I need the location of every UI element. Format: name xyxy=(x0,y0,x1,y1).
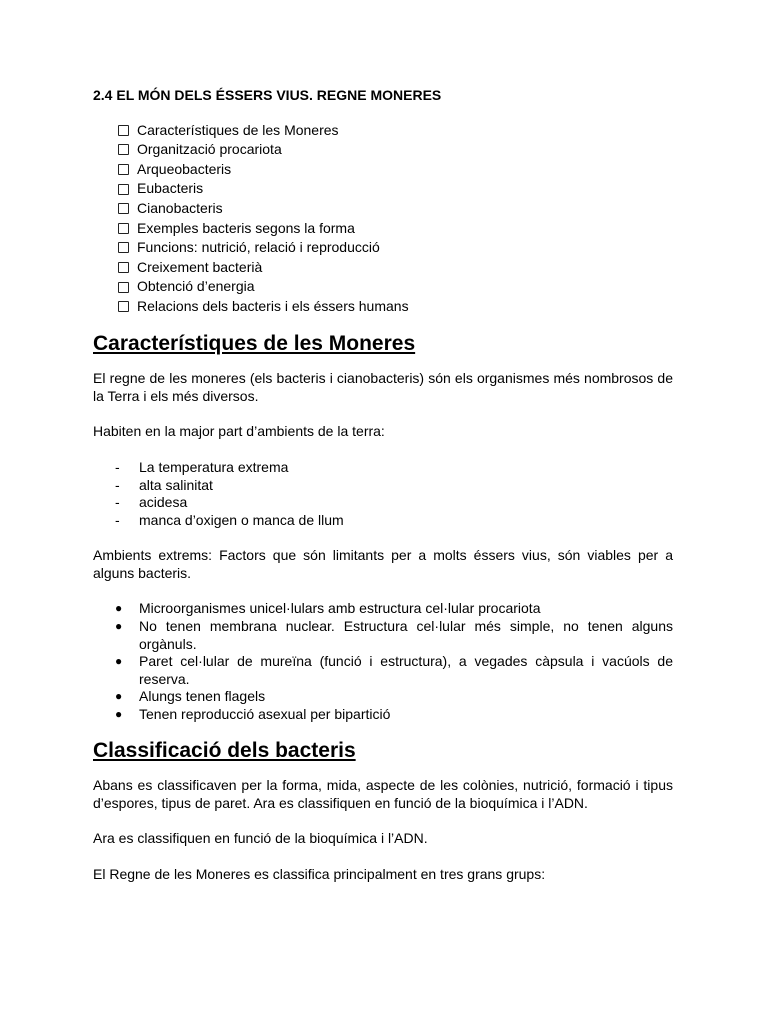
checklist-item-label: Organització procariota xyxy=(137,141,282,158)
checklist-item-label: Arqueobacteris xyxy=(137,160,232,177)
list-item-text: alta salinitat xyxy=(139,476,213,493)
checklist-item[interactable] xyxy=(93,219,673,239)
bullet-marker: ● xyxy=(115,654,123,669)
checkbox-icon[interactable] xyxy=(118,301,129,312)
list-item xyxy=(93,706,673,724)
document-title: 2.4 EL MÓN DELS ÉSSERS VIUS. REGNE MONERES xyxy=(93,87,442,103)
checkbox-icon[interactable] xyxy=(118,184,129,195)
bullet-marker: ● xyxy=(115,619,123,634)
paragraph: Ara es classifiquen en funció de la bioquímica i l’ADN. xyxy=(93,830,428,847)
list-item xyxy=(93,688,673,706)
checklist-item-label: Característiques de les Moneres xyxy=(137,121,339,138)
checklist-item[interactable] xyxy=(93,199,673,219)
dash-marker: - xyxy=(115,494,120,511)
paragraph: El regne de les moneres (els bacteris i cianobacteris) són els organismes més nombrosos de la Terra i els més diversos. xyxy=(93,370,673,404)
list-item-text: Microorganismes unicel·lulars amb estructura cel·lular procariota xyxy=(139,600,541,617)
list-item xyxy=(93,618,673,653)
checkbox-icon[interactable] xyxy=(118,144,129,155)
checklist-item[interactable] xyxy=(93,140,673,160)
paragraph: Ambients extrems: Factors que són limitants per a molts éssers vius, són viables per a alguns bacteris. xyxy=(93,547,673,581)
paragraph: Habiten en la major part d’ambients de la terra: xyxy=(93,423,385,440)
checklist-item-label: Cianobacteris xyxy=(137,199,223,216)
section-heading-characteristics: Característiques de les Moneres xyxy=(93,331,416,355)
checkbox-icon[interactable] xyxy=(118,282,129,293)
list-item xyxy=(93,512,673,530)
checklist-item-label: Obtenció d’energia xyxy=(137,278,255,295)
document-body xyxy=(93,87,673,884)
checkbox-icon[interactable] xyxy=(118,223,129,234)
list-item xyxy=(93,459,673,477)
list-item-text: Alungs tenen flagels xyxy=(139,688,266,705)
checklist-item[interactable] xyxy=(93,179,673,199)
checklist-item-label: Relacions dels bacteris i els éssers humans xyxy=(137,297,409,314)
list-item-text: Tenen reproducció asexual per bipartició xyxy=(139,706,391,723)
checklist-item-label: Funcions: nutrició, relació i reproducció xyxy=(137,239,380,256)
checkbox-icon[interactable] xyxy=(118,164,129,175)
checkbox-icon[interactable] xyxy=(118,125,129,136)
checklist-item[interactable] xyxy=(93,277,673,297)
section-heading-classification: Classificació dels bacteris xyxy=(93,738,356,762)
bullet-marker: ● xyxy=(115,707,123,722)
list-item-text: Paret cel·lular de mureïna (funció i estructura), a vegades càpsula i vacúols de reserva. xyxy=(139,653,673,687)
list-item xyxy=(93,653,673,688)
checklist-item[interactable] xyxy=(93,160,673,180)
checklist-item[interactable] xyxy=(93,258,673,278)
features-list xyxy=(93,600,673,723)
checklist-item-label: Eubacteris xyxy=(137,180,204,197)
checklist-item[interactable] xyxy=(93,121,673,141)
topic-checklist xyxy=(93,121,673,317)
list-item xyxy=(93,477,673,495)
environment-list xyxy=(93,459,673,529)
checkbox-icon[interactable] xyxy=(118,203,129,214)
paragraph: Abans es classificaven per la forma, mida, aspecte de les colònies, nutrició, formació i tipus d’espores, tipus de paret. Ara es classifiquen en funció de la bioquímica i l’ADN. xyxy=(93,777,673,811)
dash-marker: - xyxy=(115,458,120,475)
paragraph: El Regne de les Moneres es classifica principalment en tres grans grups: xyxy=(93,866,546,882)
checklist-item[interactable] xyxy=(93,297,673,317)
checklist-item-label: Creixement bacterià xyxy=(137,258,263,275)
dash-marker: - xyxy=(115,511,120,528)
checkbox-icon[interactable] xyxy=(118,262,129,273)
checklist-item[interactable] xyxy=(93,238,673,258)
list-item-text: manca d’oxigen o manca de llum xyxy=(139,511,344,528)
list-item xyxy=(93,494,673,512)
list-item-text: No tenen membrana nuclear. Estructura cel·lular més simple, no tenen alguns orgànuls. xyxy=(139,618,673,652)
bullet-marker: ● xyxy=(115,689,123,704)
dash-marker: - xyxy=(115,476,120,493)
checkbox-icon[interactable] xyxy=(118,242,129,253)
list-item xyxy=(93,600,673,618)
list-item-text: La temperatura extrema xyxy=(139,458,289,475)
list-item-text: acidesa xyxy=(139,494,188,511)
checklist-item-label: Exemples bacteris segons la forma xyxy=(137,219,355,236)
bullet-marker: ● xyxy=(115,601,123,616)
